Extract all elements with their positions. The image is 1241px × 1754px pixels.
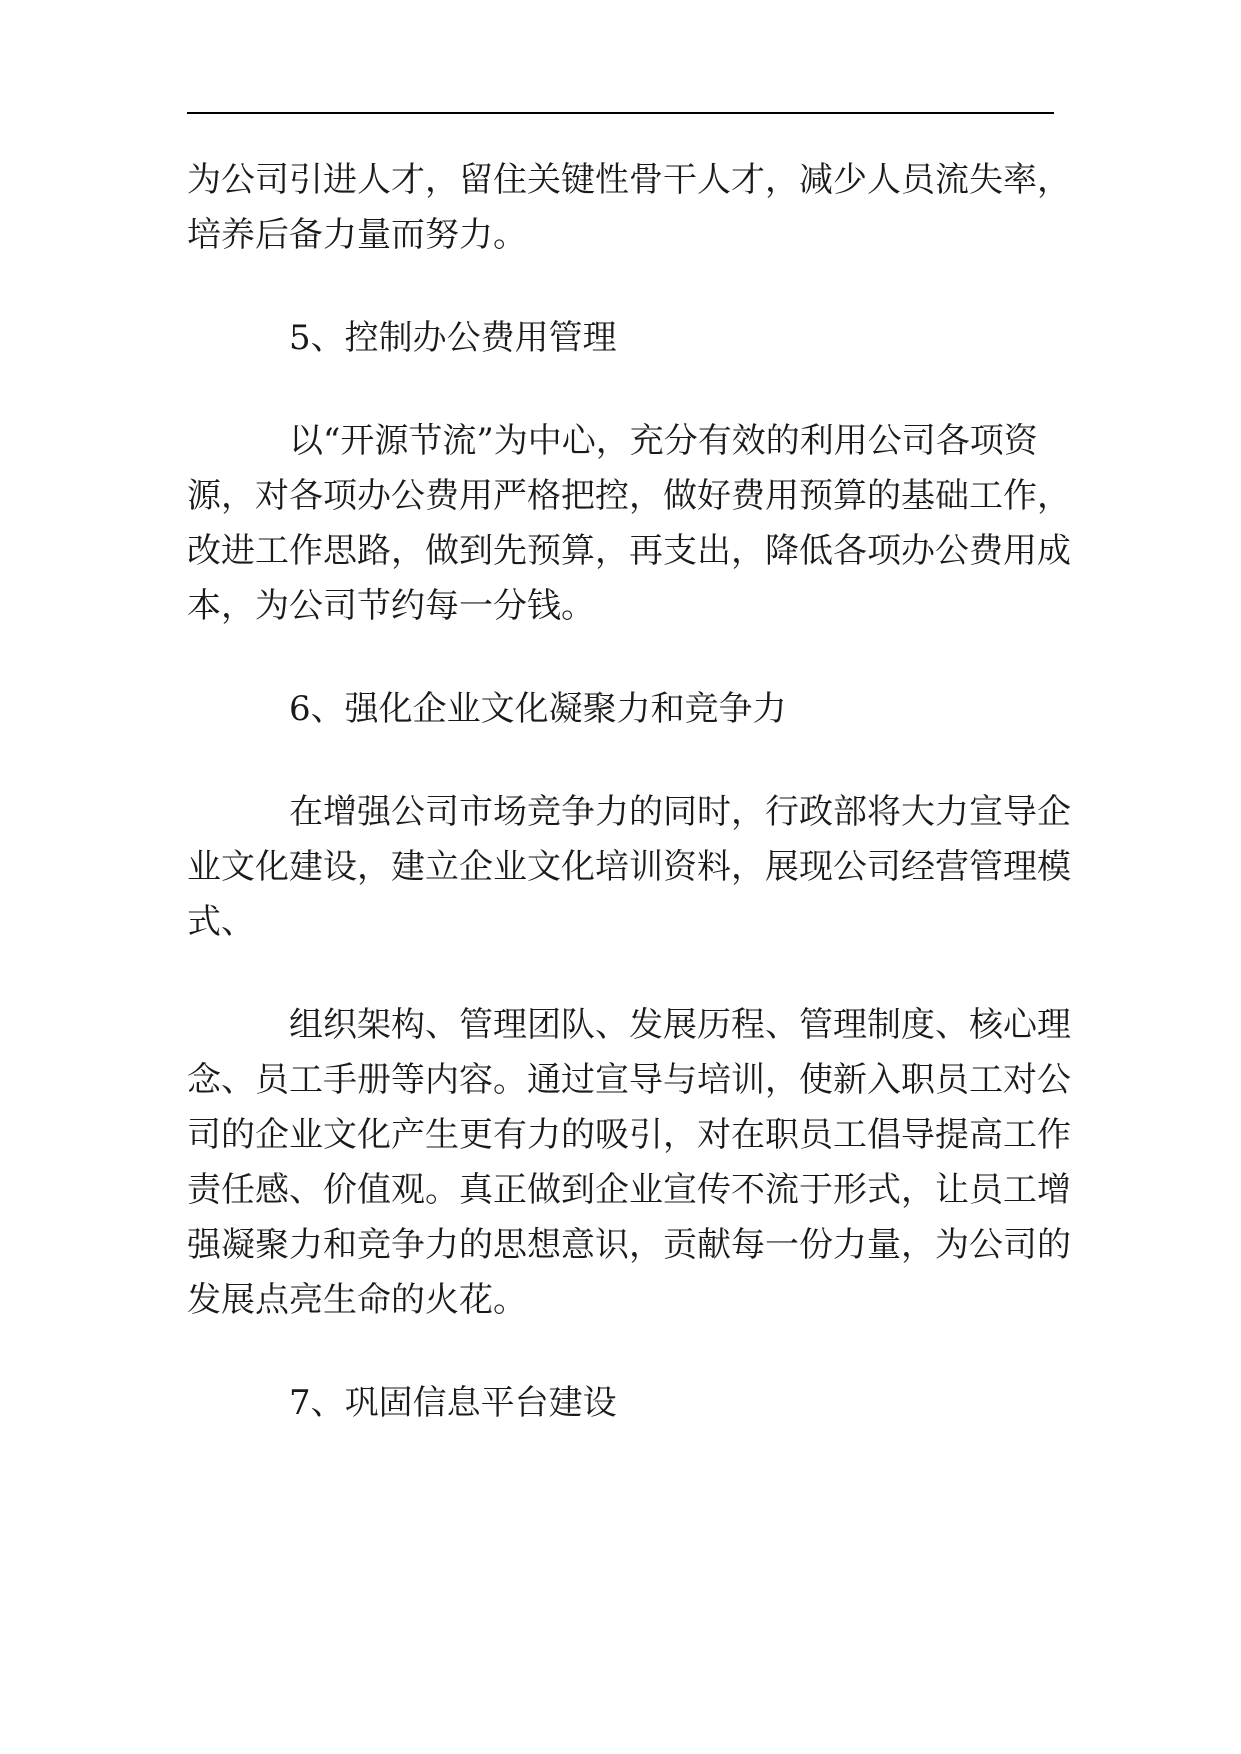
paragraph-continuation <box>187 153 1071 263</box>
paragraph-office-costs <box>187 414 1071 634</box>
paragraph-culture-content <box>187 998 1071 1328</box>
text-line: 式、 <box>187 902 255 942</box>
text-line: 发展点亮生命的火花。 <box>187 1280 527 1320</box>
section-heading: 5、控制办公费用管理 <box>289 318 617 358</box>
text-line: 在增强公司市场竞争力的同时，行政部将大力宣导企 <box>289 792 1071 832</box>
text-line: 强凝聚力和竞争力的思想意识，贡献每一份力量，为公司的 <box>187 1225 1071 1265</box>
text-line: 本，为公司节约每一分钱。 <box>187 586 595 626</box>
heading-6 <box>187 682 1057 737</box>
header-rule <box>187 112 1054 114</box>
text-line: 责任感、价值观。真正做到企业宣传不流于形式，让员工增 <box>187 1170 1071 1210</box>
text-line: 改进工作思路，做到先预算，再支出，降低各项办公费用成 <box>187 531 1071 571</box>
section-heading: 7、巩固信息平台建设 <box>289 1383 617 1423</box>
heading-5 <box>187 311 1057 366</box>
text-line: 源，对各项办公费用严格把控，做好费用预算的基础工作， <box>187 476 1071 516</box>
document-body <box>187 153 1071 1479</box>
paragraph-culture-intro <box>187 785 1071 950</box>
text-line: 念、员工手册等内容。通过宣导与培训，使新入职员工对公 <box>187 1060 1071 1100</box>
text-line: 以“开源节流”为中心，充分有效的利用公司各项资 <box>289 421 1038 461</box>
heading-7 <box>187 1376 1057 1431</box>
text-line: 组织架构、管理团队、发展历程、管理制度、核心理 <box>289 1005 1071 1045</box>
text-line: 培养后备力量而努力。 <box>187 215 527 255</box>
text-line: 为公司引进人才，留住关键性骨干人才，减少人员流失率， <box>187 160 1071 200</box>
text-line: 业文化建设，建立企业文化培训资料，展现公司经营管理模 <box>187 847 1071 887</box>
section-heading: 6、强化企业文化凝聚力和竞争力 <box>289 689 787 729</box>
text-line: 司的企业文化产生更有力的吸引，对在职员工倡导提高工作 <box>187 1115 1071 1155</box>
